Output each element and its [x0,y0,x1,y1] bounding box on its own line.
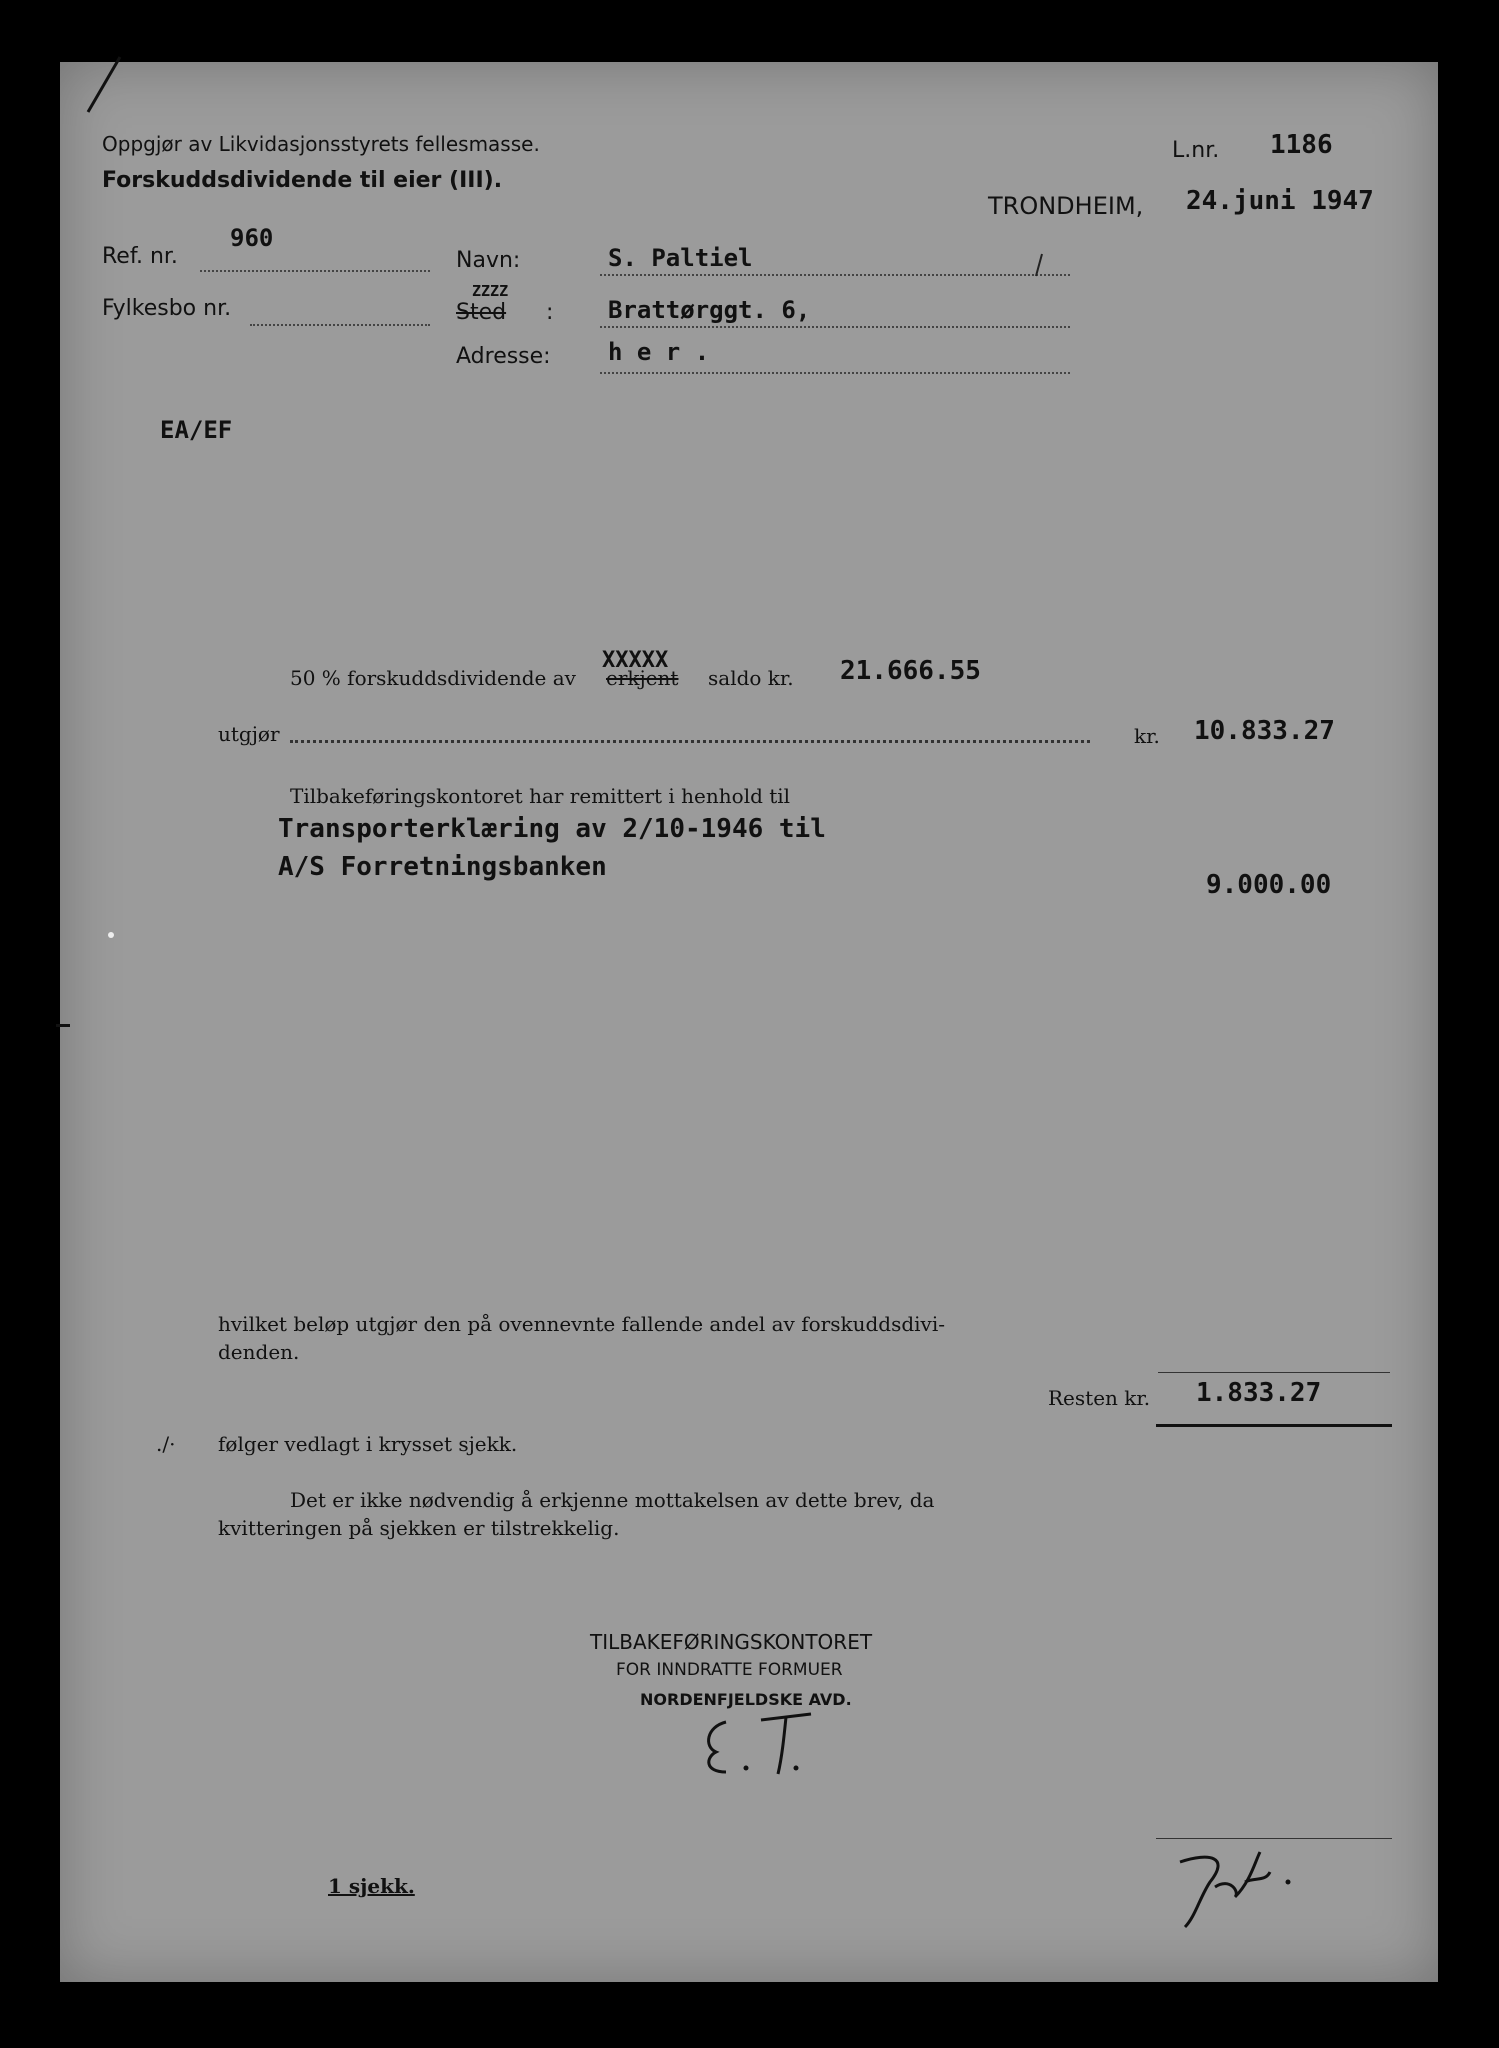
remit-intro: Tilbakeføringskontoret har remittert i henhold til [290,784,791,808]
adresse-dotline [600,372,1070,374]
para2-line1: Det er ikke nødvendig å erkjenne mottakelsen av dette brev, da [290,1488,935,1512]
calc-line1-overtype: XXXXX [602,648,669,673]
ref-label: Ref. nr. [102,244,178,269]
org-line3: NORDENFJELDSKE AVD. [640,1690,852,1709]
street-value: Brattørggt. 6, [608,296,811,324]
org-line2: FOR INNDRATTE FORMUER [616,1660,843,1680]
calc-line1-prefix: 50 % forskuddsdividende av [290,666,576,690]
ref-dotline [200,270,430,272]
para2-line2: kvitteringen på sjekken er tilstrekkelig. [218,1516,620,1540]
enclosure-note: 1 sjekk. [328,1874,415,1898]
document-page [60,62,1438,1982]
enclosure-mark: ./· [156,1432,176,1456]
fylkesbo-dotline [250,324,430,326]
speck [108,932,114,938]
navn-value: S. Paltiel [608,244,753,272]
ref-value: 960 [230,224,274,252]
calc-line1-struck: erkjent [606,666,679,690]
signature-rule [1156,1838,1392,1839]
initials: EA/EF [160,416,233,444]
place: TRONDHEIM, [988,192,1144,220]
resten-bottom-rule [1156,1424,1392,1427]
para1-line1: hvilket beløp utgjør den på ovennevnte fallende andel av forskuddsdivi- [218,1312,945,1336]
lnr-label: L.nr. [1172,138,1220,163]
para1-line2: denden. [218,1340,300,1364]
folger-line: følger vedlagt i krysset sjekk. [218,1432,518,1456]
calc-line1-suffix: saldo kr. [708,666,794,690]
resten-value: 1.833.27 [1196,1378,1322,1408]
adresse-value: h e r . [608,338,710,366]
resten-top-rule [1158,1372,1390,1373]
utgjor-dotline [290,740,1090,743]
remit-value: 9.000.00 [1206,870,1332,900]
lnr-value: 1186 [1270,130,1333,160]
handwritten-paraph-signature [1170,1842,1320,1932]
handwritten-initials-signature [686,1702,836,1782]
resten-label: Resten kr. [1048,1386,1151,1410]
date: 24.juni 1947 [1186,186,1374,216]
navn-dotline [600,274,1070,276]
street-label-struck: Sted [456,300,507,325]
corner-pencil-mark [80,52,140,122]
header-line1: Oppgjør av Likvidasjonsstyrets fellesmasse. [102,132,540,156]
header-line2: Forskuddsdividende til eier (III). [102,168,503,193]
utgjor-kr: kr. [1134,724,1160,748]
street-dotline [600,326,1070,328]
street-colon: : [546,300,554,325]
utgjor-label: utgjør [218,722,280,746]
adresse-label: Adresse: [456,344,551,369]
remit-line2: Transporterklæring av 2/10-1946 til [278,814,826,844]
tick-mark [1032,252,1046,278]
left-edge-mark [56,1024,70,1027]
street-label-overtype: ZZZZ [472,282,509,300]
org-line1: TILBAKEFØRINGSKONTORET [590,1630,873,1654]
saldo-value: 21.666.55 [840,656,981,686]
remit-line3: A/S Forretningsbanken [278,852,607,882]
fylkesbo-label: Fylkesbo nr. [102,296,232,321]
utgjor-value: 10.833.27 [1194,716,1335,746]
navn-label: Navn: [456,248,521,273]
